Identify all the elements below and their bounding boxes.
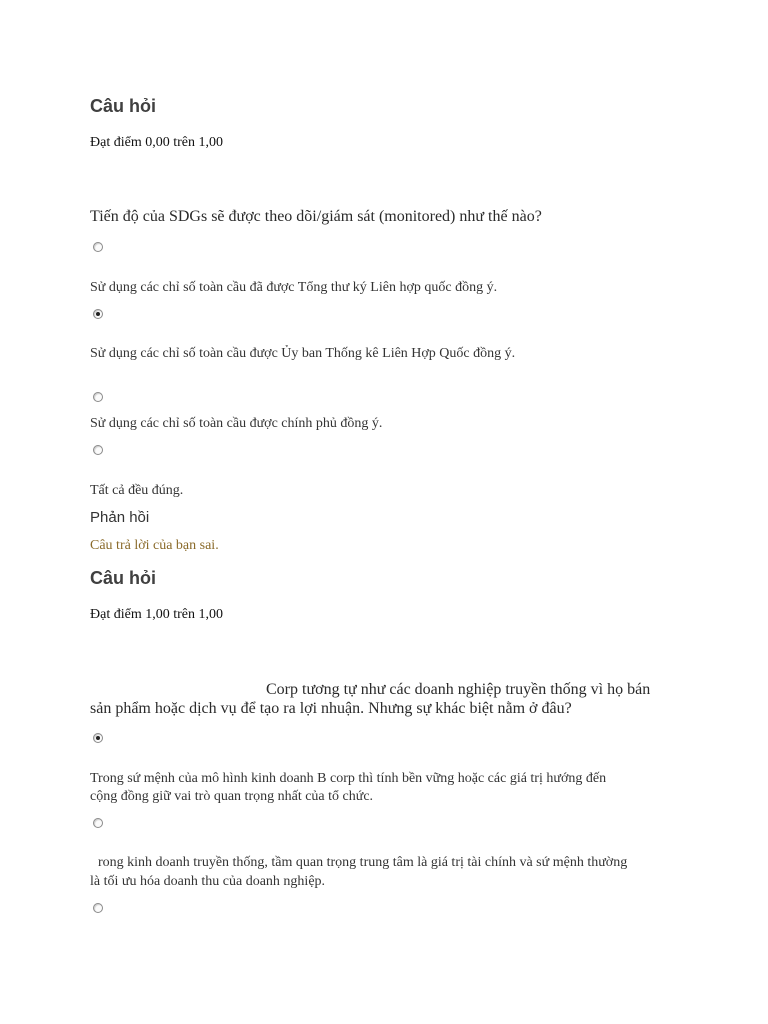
q1-option-3-label: Sử dụng các chỉ số toàn cầu được chính phủ đồng ý. — [90, 416, 383, 431]
q1-option-2-label: Sử dụng các chỉ số toàn cầu được Ủy ban Thống kê Liên Hợp Quốc đồng ý. — [90, 346, 516, 361]
question-1-heading: Câu hỏi — [90, 96, 156, 116]
question-2-text-line-2: sản phẩm hoặc dịch vụ để tạo ra lợi nhuận. Nhưng sự khác biệt nằm ở đâu? — [90, 700, 572, 717]
q1-option-4-radio[interactable] — [93, 445, 103, 455]
question-2-grade: Đạt điểm 1,00 trên 1,00 — [90, 607, 223, 622]
q1-option-2-radio[interactable] — [93, 309, 103, 319]
q2-option-1-label-line-1: Trong sứ mệnh của mô hình kinh doanh B corp thì tính bền vững hoặc các giá trị hướng đến — [90, 771, 607, 786]
q1-option-3-radio[interactable] — [93, 392, 103, 402]
q2-option-3-radio[interactable] — [93, 903, 103, 913]
q2-option-2-label-line-1: rong kinh doanh truyền thống, tầm quan trọng trung tâm là giá trị tài chính và sứ mệnh thường — [98, 855, 628, 870]
q1-feedback-title: Phản hồi — [90, 509, 150, 526]
question-1-grade: Đạt điểm 0,00 trên 1,00 — [90, 135, 223, 150]
q2-option-1-label-line-2: cộng đồng giữ vai trò quan trọng nhất của tổ chức. — [90, 789, 374, 804]
q1-option-1-label: Sử dụng các chỉ số toàn cầu đã được Tổng thư ký Liên hợp quốc đồng ý. — [90, 280, 498, 295]
question-2-text-line-1: Corp tương tự như các doanh nghiệp truyền thống vì họ bán — [266, 681, 651, 698]
q2-option-1-radio[interactable] — [93, 733, 103, 743]
q2-option-2-label-line-2: là tối ưu hóa doanh thu của doanh nghiệp. — [90, 874, 326, 889]
q1-option-4-label: Tất cả đều đúng. — [90, 483, 184, 498]
q1-feedback-text: Câu trả lời của bạn sai. — [90, 538, 219, 553]
q2-option-2-radio[interactable] — [93, 818, 103, 828]
question-2-heading: Câu hỏi — [90, 568, 156, 588]
question-1-text: Tiến độ của SDGs sẽ được theo dõi/giám sát (monitored) như thế nào? — [90, 208, 542, 225]
q1-option-1-radio[interactable] — [93, 242, 103, 252]
